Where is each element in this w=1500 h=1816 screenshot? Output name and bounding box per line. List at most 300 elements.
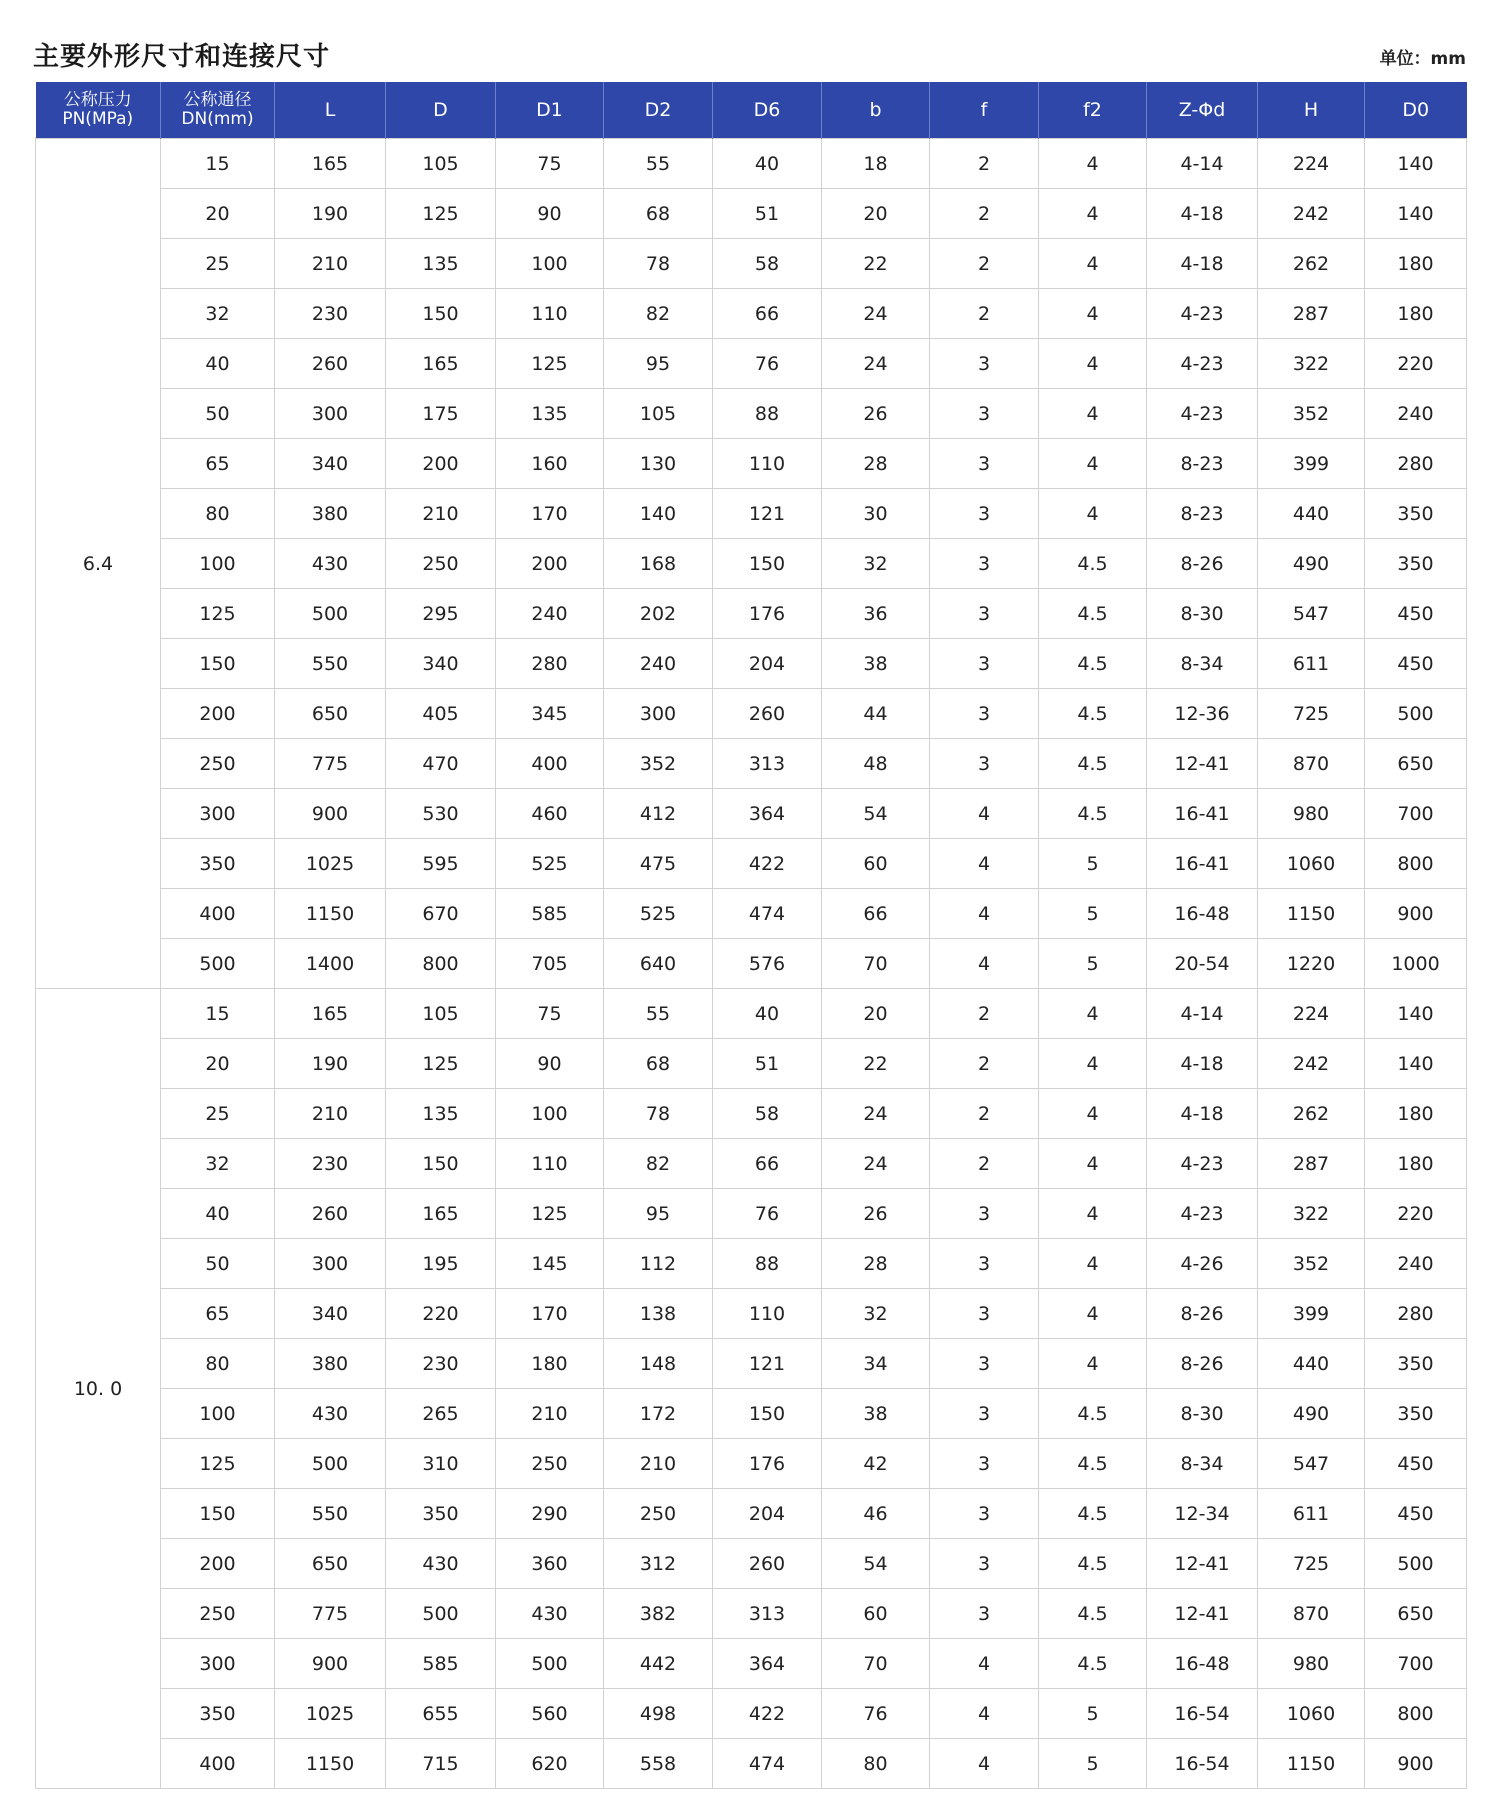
table-cell: 250: [604, 1489, 713, 1539]
table-cell: 135: [496, 389, 604, 439]
table-cell: 40: [161, 339, 275, 389]
table-cell: 500: [161, 939, 275, 989]
table-cell: 90: [496, 1039, 604, 1089]
table-cell: 430: [386, 1539, 496, 1589]
table-cell: 180: [1365, 1089, 1467, 1139]
table-cell: 32: [161, 1139, 275, 1189]
table-cell: 20: [161, 1039, 275, 1089]
table-cell: 280: [1365, 439, 1467, 489]
table-cell: 3: [930, 1289, 1039, 1339]
table-cell: 112: [604, 1239, 713, 1289]
table-cell: 125: [161, 589, 275, 639]
table-cell: 4: [930, 889, 1039, 939]
table-cell: 8-34: [1147, 1439, 1258, 1489]
table-cell: 42: [822, 1439, 930, 1489]
table-cell: 430: [275, 1389, 386, 1439]
table-cell: 470: [386, 739, 496, 789]
table-cell: 121: [713, 1339, 822, 1389]
col-header-d: D: [386, 82, 496, 139]
table-cell: 4-23: [1147, 339, 1258, 389]
table-cell: 150: [161, 639, 275, 689]
col-header-dn-line1: 公称通径: [183, 90, 252, 110]
table-cell: 220: [386, 1289, 496, 1339]
table-cell: 1000: [1365, 939, 1467, 989]
table-cell: 1150: [1258, 1739, 1365, 1789]
table-cell: 350: [1365, 539, 1467, 589]
table-cell: 350: [1365, 1389, 1467, 1439]
table-cell: 620: [496, 1739, 604, 1789]
table-cell: 66: [713, 289, 822, 339]
table-cell: 54: [822, 789, 930, 839]
table-cell: 250: [386, 539, 496, 589]
table-cell: 16-48: [1147, 889, 1258, 939]
table-cell: 4-18: [1147, 189, 1258, 239]
table-cell: 340: [386, 639, 496, 689]
table-cell: 595: [386, 839, 496, 889]
table-cell: 4-18: [1147, 1089, 1258, 1139]
table-cell: 340: [275, 1289, 386, 1339]
table-cell: 4: [930, 1739, 1039, 1789]
table-cell: 70: [822, 939, 930, 989]
table-cell: 4.5: [1039, 739, 1147, 789]
table-cell: 8-26: [1147, 1339, 1258, 1389]
table-cell: 4-23: [1147, 1139, 1258, 1189]
table-cell: 530: [386, 789, 496, 839]
table-cell: 3: [930, 439, 1039, 489]
table-cell: 4-18: [1147, 239, 1258, 289]
table-cell: 38: [822, 639, 930, 689]
table-cell: 68: [604, 189, 713, 239]
table-cell: 290: [496, 1489, 604, 1539]
table-cell: 75: [496, 139, 604, 189]
table-cell: 100: [496, 239, 604, 289]
col-header-h: H: [1258, 82, 1365, 139]
table-cell: 224: [1258, 989, 1365, 1039]
table-row: [36, 1339, 1467, 1389]
table-cell: 4-14: [1147, 139, 1258, 189]
table-cell: 180: [1365, 289, 1467, 339]
table-cell: 32: [822, 539, 930, 589]
table-cell: 28: [822, 1239, 930, 1289]
table-cell: 3: [930, 1489, 1039, 1539]
table-cell: 3: [930, 639, 1039, 689]
table-cell: 611: [1258, 1489, 1365, 1539]
table-row: [36, 639, 1467, 689]
table-cell: 8-34: [1147, 639, 1258, 689]
table-cell: 250: [161, 739, 275, 789]
table-cell: 3: [930, 1439, 1039, 1489]
table-cell: 1220: [1258, 939, 1365, 989]
table-cell: 4-18: [1147, 1039, 1258, 1089]
table-cell: 310: [386, 1439, 496, 1489]
table-cell: 4.5: [1039, 1489, 1147, 1539]
table-cell: 12-34: [1147, 1489, 1258, 1539]
table-cell: 110: [496, 1139, 604, 1189]
col-header-pn-line1: 公称压力: [63, 90, 132, 110]
table-cell: 450: [1365, 589, 1467, 639]
table-cell: 4: [930, 789, 1039, 839]
col-header-d1: D1: [496, 82, 604, 139]
table-cell: 300: [275, 389, 386, 439]
table-cell: 90: [496, 189, 604, 239]
table-cell: 51: [713, 1039, 822, 1089]
table-cell: 100: [161, 1389, 275, 1439]
table-cell: 2: [930, 239, 1039, 289]
table-cell: 240: [496, 589, 604, 639]
table-cell: 3: [930, 389, 1039, 439]
table-cell: 16-54: [1147, 1689, 1258, 1739]
table-cell: 78: [604, 1089, 713, 1139]
table-cell: 80: [161, 1339, 275, 1389]
table-cell: 2: [930, 1039, 1039, 1089]
table-cell: 4.5: [1039, 789, 1147, 839]
col-header-d6: D6: [713, 82, 822, 139]
table-row: [36, 889, 1467, 939]
table-cell: 5: [1039, 839, 1147, 889]
table-cell: 176: [713, 589, 822, 639]
table-cell: 422: [713, 839, 822, 889]
table-cell: 360: [496, 1539, 604, 1589]
table-cell: 4-23: [1147, 1189, 1258, 1239]
table-cell: 900: [1365, 1739, 1467, 1789]
table-cell: 558: [604, 1739, 713, 1789]
table-cell: 250: [161, 1589, 275, 1639]
col-header-l: L: [275, 82, 386, 139]
table-cell: 585: [386, 1639, 496, 1689]
table-cell: 175: [386, 389, 496, 439]
table-cell: 300: [275, 1239, 386, 1289]
table-cell: 180: [1365, 1139, 1467, 1189]
col-header-f: f: [930, 82, 1039, 139]
table-cell: 250: [496, 1439, 604, 1489]
table-cell: 475: [604, 839, 713, 889]
table-cell: 1400: [275, 939, 386, 989]
table-cell: 2: [930, 1139, 1039, 1189]
table-cell: 110: [713, 439, 822, 489]
table-cell: 4.5: [1039, 1639, 1147, 1689]
table-cell: 4-14: [1147, 989, 1258, 1039]
table-cell: 82: [604, 289, 713, 339]
table-cell: 36: [822, 589, 930, 639]
table-cell: 105: [386, 139, 496, 189]
table-cell: 60: [822, 1589, 930, 1639]
table-cell: 380: [275, 1339, 386, 1389]
table-cell: 1150: [275, 1739, 386, 1789]
table-cell: 440: [1258, 1339, 1365, 1389]
table-cell: 210: [604, 1439, 713, 1489]
table-cell: 380: [275, 489, 386, 539]
table-cell: 165: [275, 139, 386, 189]
col-header-f2: f2: [1039, 82, 1147, 139]
table-cell: 125: [161, 1439, 275, 1489]
table-cell: 110: [496, 289, 604, 339]
table-cell: 100: [496, 1089, 604, 1139]
table-row: [36, 1539, 1467, 1589]
table-cell: 140: [1365, 989, 1467, 1039]
table-cell: 4.5: [1039, 1589, 1147, 1639]
col-header-z-phi-d: Z-Φd: [1147, 82, 1258, 139]
table-cell: 280: [1365, 1289, 1467, 1339]
table-cell: 3: [930, 1239, 1039, 1289]
table-cell: 650: [1365, 1589, 1467, 1639]
table-cell: 180: [496, 1339, 604, 1389]
table-cell: 4: [1039, 489, 1147, 539]
table-cell: 58: [713, 1089, 822, 1139]
table-cell: 350: [161, 1689, 275, 1739]
table-cell: 4: [1039, 139, 1147, 189]
table-cell: 170: [496, 1289, 604, 1339]
table-cell: 800: [1365, 1689, 1467, 1739]
table-cell: 4: [1039, 439, 1147, 489]
col-header-d0: D0: [1365, 82, 1467, 139]
table-cell: 3: [930, 1189, 1039, 1239]
table-cell: 204: [713, 639, 822, 689]
table-cell: 3: [930, 1339, 1039, 1389]
table-cell: 20: [161, 189, 275, 239]
table-cell: 1150: [1258, 889, 1365, 939]
table-cell: 76: [713, 1189, 822, 1239]
table-cell: 655: [386, 1689, 496, 1739]
table-cell: 110: [713, 1289, 822, 1339]
table-cell: 576: [713, 939, 822, 989]
table-cell: 430: [496, 1589, 604, 1639]
table-cell: 260: [713, 689, 822, 739]
table-cell: 650: [275, 1539, 386, 1589]
table-cell: 150: [386, 1139, 496, 1189]
table-cell: 224: [1258, 139, 1365, 189]
table-row: [36, 1039, 1467, 1089]
table-row: [36, 1439, 1467, 1489]
table-cell: 440: [1258, 489, 1365, 539]
table-cell: 800: [386, 939, 496, 989]
table-cell: 900: [275, 789, 386, 839]
table-row: [36, 989, 1467, 1039]
table-cell: 700: [1365, 1639, 1467, 1689]
table-cell: 525: [496, 839, 604, 889]
table-cell: 4: [1039, 339, 1147, 389]
col-header-dn: [161, 82, 275, 139]
table-cell: 4.5: [1039, 1539, 1147, 1589]
table-cell: 8-26: [1147, 1289, 1258, 1339]
table-cell: 4: [1039, 989, 1147, 1039]
table-cell: 870: [1258, 739, 1365, 789]
table-cell: 2: [930, 139, 1039, 189]
table-cell: 148: [604, 1339, 713, 1389]
table-cell: 26: [822, 389, 930, 439]
table-cell: 4: [930, 1639, 1039, 1689]
table-cell: 350: [1365, 1339, 1467, 1389]
table-cell: 450: [1365, 639, 1467, 689]
table-cell: 500: [275, 589, 386, 639]
table-cell: 15: [161, 139, 275, 189]
table-cell: 460: [496, 789, 604, 839]
table-cell: 1025: [275, 839, 386, 889]
table-cell: 95: [604, 339, 713, 389]
table-row: [36, 439, 1467, 489]
pressure-cell: 6.4: [36, 139, 161, 989]
table-cell: 550: [275, 1489, 386, 1539]
table-cell: 24: [822, 1089, 930, 1139]
table-cell: 140: [1365, 1039, 1467, 1089]
table-cell: 611: [1258, 639, 1365, 689]
table-row: [36, 589, 1467, 639]
table-cell: 2: [930, 189, 1039, 239]
table-cell: 60: [822, 839, 930, 889]
table-row: [36, 539, 1467, 589]
table-cell: 4: [1039, 1289, 1147, 1339]
table-cell: 490: [1258, 1389, 1365, 1439]
table-cell: 20-54: [1147, 939, 1258, 989]
table-cell: 12-41: [1147, 1589, 1258, 1639]
table-cell: 450: [1365, 1489, 1467, 1539]
table-cell: 230: [275, 1139, 386, 1189]
header-row: [36, 82, 1467, 139]
table-row: [36, 1289, 1467, 1339]
table-cell: 4.5: [1039, 539, 1147, 589]
table-row: [36, 739, 1467, 789]
table-cell: 287: [1258, 289, 1365, 339]
table-cell: 40: [713, 989, 822, 1039]
table-cell: 350: [1365, 489, 1467, 539]
table-cell: 3: [930, 689, 1039, 739]
table-cell: 16-54: [1147, 1739, 1258, 1789]
table-cell: 322: [1258, 1189, 1365, 1239]
table-cell: 195: [386, 1239, 496, 1289]
table-cell: 1060: [1258, 839, 1365, 889]
table-cell: 165: [275, 989, 386, 1039]
table-cell: 3: [930, 489, 1039, 539]
table-cell: 715: [386, 1739, 496, 1789]
table-cell: 870: [1258, 1589, 1365, 1639]
table-row: [36, 339, 1467, 389]
table-cell: 32: [161, 289, 275, 339]
table-cell: 4: [1039, 1339, 1147, 1389]
table-cell: 140: [1365, 139, 1467, 189]
table-cell: 4.5: [1039, 1439, 1147, 1489]
table-row: [36, 139, 1467, 189]
table-cell: 12-41: [1147, 739, 1258, 789]
table-cell: 313: [713, 739, 822, 789]
table-cell: 88: [713, 1239, 822, 1289]
table-cell: 16-41: [1147, 839, 1258, 889]
table-cell: 65: [161, 1289, 275, 1339]
table-row: [36, 1589, 1467, 1639]
table-cell: 50: [161, 389, 275, 439]
table-cell: 4: [930, 839, 1039, 889]
table-cell: 15: [161, 989, 275, 1039]
table-cell: 12-36: [1147, 689, 1258, 739]
table-cell: 121: [713, 489, 822, 539]
table-cell: 345: [496, 689, 604, 739]
table-cell: 78: [604, 239, 713, 289]
table-cell: 210: [496, 1389, 604, 1439]
table-cell: 1060: [1258, 1689, 1365, 1739]
table-row: [36, 239, 1467, 289]
table-cell: 500: [1365, 689, 1467, 739]
table-cell: 5: [1039, 1739, 1147, 1789]
table-row: [36, 1089, 1467, 1139]
table-cell: 80: [822, 1739, 930, 1789]
table-cell: 190: [275, 1039, 386, 1089]
table-cell: 210: [386, 489, 496, 539]
table-cell: 242: [1258, 189, 1365, 239]
table-cell: 48: [822, 739, 930, 789]
table-cell: 75: [496, 989, 604, 1039]
table-cell: 300: [161, 789, 275, 839]
page-title: 主要外形尺寸和连接尺寸: [33, 42, 331, 72]
table-cell: 150: [386, 289, 496, 339]
table-cell: 160: [496, 439, 604, 489]
table-cell: 145: [496, 1239, 604, 1289]
table-cell: 560: [496, 1689, 604, 1739]
table-cell: 76: [713, 339, 822, 389]
table-cell: 4: [930, 1689, 1039, 1739]
table-cell: 44: [822, 689, 930, 739]
table-cell: 4: [1039, 1189, 1147, 1239]
table-cell: 170: [496, 489, 604, 539]
table-cell: 125: [386, 189, 496, 239]
table-cell: 265: [386, 1389, 496, 1439]
table-cell: 8-30: [1147, 1389, 1258, 1439]
table-cell: 4-23: [1147, 389, 1258, 439]
table-cell: 4.5: [1039, 1389, 1147, 1439]
table-cell: 1025: [275, 1689, 386, 1739]
table-cell: 4.5: [1039, 639, 1147, 689]
table-cell: 422: [713, 1689, 822, 1739]
table-cell: 66: [822, 889, 930, 939]
table-cell: 16-48: [1147, 1639, 1258, 1689]
table-cell: 498: [604, 1689, 713, 1739]
table-row: [36, 1689, 1467, 1739]
table-cell: 405: [386, 689, 496, 739]
table-cell: 399: [1258, 439, 1365, 489]
table-row: [36, 1739, 1467, 1789]
table-cell: 2: [930, 989, 1039, 1039]
table-cell: 22: [822, 1039, 930, 1089]
table-cell: 980: [1258, 789, 1365, 839]
table-row: [36, 789, 1467, 839]
table-cell: 775: [275, 739, 386, 789]
table-cell: 350: [386, 1489, 496, 1539]
pressure-cell: 10. 0: [36, 989, 161, 1789]
table-cell: 32: [822, 1289, 930, 1339]
table-cell: 24: [822, 1139, 930, 1189]
table-cell: 220: [1365, 339, 1467, 389]
table-cell: 210: [275, 1089, 386, 1139]
table-cell: 180: [1365, 239, 1467, 289]
table-cell: 980: [1258, 1639, 1365, 1689]
table-cell: 4-23: [1147, 289, 1258, 339]
table-cell: 24: [822, 289, 930, 339]
table-cell: 352: [604, 739, 713, 789]
dimension-table: [35, 82, 1467, 1789]
table-cell: 450: [1365, 1439, 1467, 1489]
table-cell: 500: [496, 1639, 604, 1689]
unit-label: 单位：mm: [1379, 49, 1466, 69]
table-cell: 2: [930, 1089, 1039, 1139]
table-cell: 95: [604, 1189, 713, 1239]
table-cell: 240: [604, 639, 713, 689]
table-cell: 28: [822, 439, 930, 489]
table-cell: 190: [275, 189, 386, 239]
table-cell: 220: [1365, 1189, 1467, 1239]
table-cell: 68: [604, 1039, 713, 1089]
table-cell: 4: [1039, 1239, 1147, 1289]
col-header-pn-line2: PN(MPa): [62, 109, 134, 129]
table-cell: 210: [275, 239, 386, 289]
table-cell: 550: [275, 639, 386, 689]
table-cell: 3: [930, 739, 1039, 789]
